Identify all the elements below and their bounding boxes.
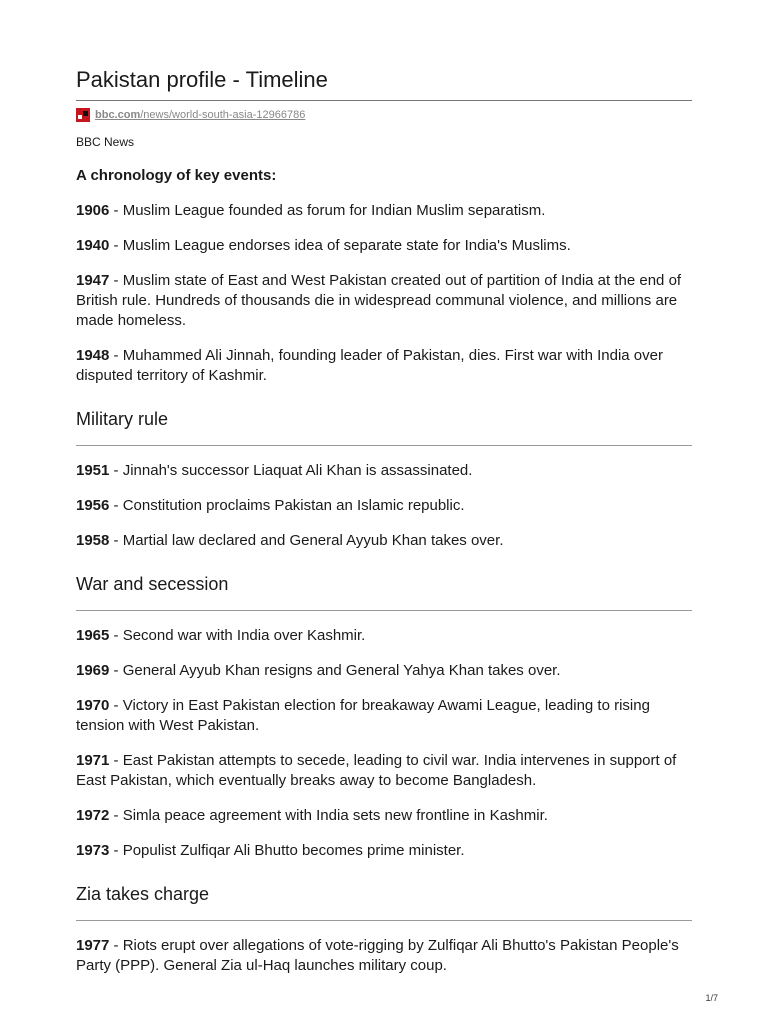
entry-text: - Muslim League endorses idea of separate state for India's Muslims. <box>109 237 571 254</box>
source-link-row <box>76 107 692 123</box>
title-divider <box>76 100 692 101</box>
entry-year: 1906 <box>76 202 110 219</box>
entry-text: - General Ayyub Khan resigns and General Yahya Khan takes over. <box>109 661 561 679</box>
timeline-entry <box>76 346 692 386</box>
timeline-entry <box>76 936 692 976</box>
timeline <box>76 201 692 976</box>
timeline-entry <box>76 201 692 221</box>
section-heading: Military rule <box>76 409 169 429</box>
source-path: /news/world-south-asia-12966786 <box>140 109 306 121</box>
section-heading: War and secession <box>76 573 229 594</box>
section-divider <box>76 610 692 611</box>
intro-text: A chronology of key events: <box>76 167 277 184</box>
page-indicator: 1/7 <box>705 993 718 1003</box>
entry-year: 1958 <box>76 531 110 549</box>
entry-text: - Second war with India over Kashmir. <box>109 626 366 644</box>
source-domain: bbc.com <box>95 109 141 121</box>
section-divider <box>76 445 692 446</box>
entry-year: 1969 <box>76 661 110 679</box>
timeline-entry <box>76 271 692 331</box>
publisher-name: BBC News <box>76 135 135 149</box>
source-link[interactable] <box>95 109 305 121</box>
document-page <box>76 0 692 976</box>
entry-text: - Riots erupt over allegations of vote-rigging by Zulfiqar Ali Bhutto's Pakistan People's Party (PPP). General Zia ul-Haq launches military coup. <box>76 936 679 974</box>
entry-year: 1977 <box>76 936 110 954</box>
entry-text: - Victory in East Pakistan election for breakaway Awami League, leading to rising tension with West Pakistan. <box>76 696 650 734</box>
entry-year: 1947 <box>76 272 110 289</box>
timeline-entry <box>76 531 692 551</box>
entry-year: 1951 <box>76 461 110 479</box>
entry-text: - Constitution proclaims Pakistan an Islamic republic. <box>109 496 465 514</box>
entry-year: 1956 <box>76 496 110 514</box>
timeline-entry <box>76 806 692 826</box>
entry-text: - Muhammed Ali Jinnah, founding leader of Pakistan, dies. First war with India over disputed territory of Kashmir. <box>76 347 663 384</box>
timeline-entry <box>76 626 692 646</box>
entry-year: 1940 <box>76 237 110 254</box>
section-heading: Zia takes charge <box>76 883 210 904</box>
entry-text: - East Pakistan attempts to secede, leading to civil war. India intervenes in support of East Pakistan, which eventually breaks away to become Bangladesh. <box>76 751 677 789</box>
entry-year: 1948 <box>76 347 110 364</box>
entry-year: 1971 <box>76 751 110 769</box>
section-divider <box>76 920 692 921</box>
entry-year: 1970 <box>76 696 110 714</box>
entry-year: 1965 <box>76 626 110 644</box>
bbc-favicon-icon <box>76 108 90 122</box>
timeline-entry <box>76 696 692 736</box>
entry-text: - Jinnah's successor Liaquat Ali Khan is assassinated. <box>109 461 473 479</box>
timeline-entry <box>76 751 692 791</box>
entry-text: - Martial law declared and General Ayyub Khan takes over. <box>109 531 504 549</box>
timeline-entry <box>76 841 692 861</box>
timeline-entry <box>76 236 692 256</box>
entry-text: - Simla peace agreement with India sets new frontline in Kashmir. <box>109 806 548 824</box>
entry-text: - Populist Zulfiqar Ali Bhutto becomes prime minister. <box>109 841 465 859</box>
timeline-entry <box>76 496 692 516</box>
entry-year: 1973 <box>76 841 110 859</box>
entry-text: - Muslim League founded as forum for Indian Muslim separatism. <box>109 202 546 219</box>
entry-year: 1972 <box>76 806 110 824</box>
entry-text: - Muslim state of East and West Pakistan created out of partition of India at the end of British rule. Hundreds of thousands die in widespread communal violence, and millions are made homeless. <box>76 272 682 329</box>
timeline-entry <box>76 661 692 681</box>
timeline-entry <box>76 461 692 481</box>
page-title: Pakistan profile - Timeline <box>76 67 328 92</box>
